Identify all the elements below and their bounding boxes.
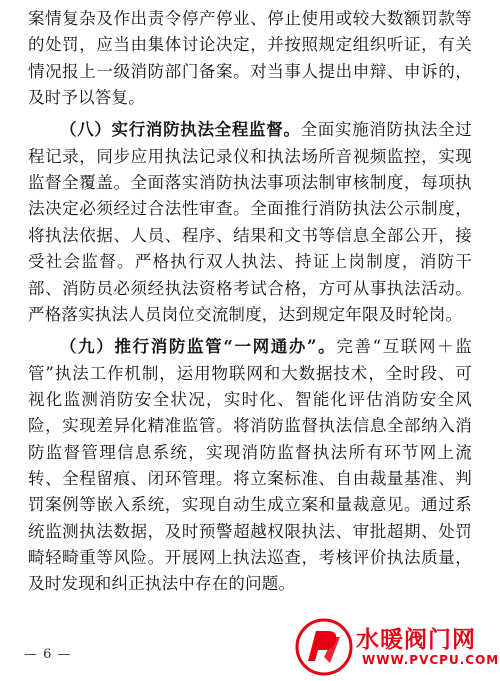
- watermark-url: WWW.PVCPU.COM: [362, 653, 500, 667]
- text-run: 情况报上一级消防部门备案。对当事人提出申辩、申诉的，: [28, 61, 472, 81]
- text-line: [28, 361, 472, 387]
- text-line: [28, 170, 472, 196]
- text-line: [28, 223, 472, 249]
- text-line: [28, 59, 472, 85]
- text-run: 受社会监督。严格执行双人执法、持证上岗制度，消防干: [28, 252, 472, 272]
- text-line: [28, 276, 472, 302]
- text-line: [28, 85, 472, 111]
- text-run: 及时予以答复。: [28, 88, 145, 108]
- text-run: 完善“互联网＋监: [336, 337, 472, 357]
- section-heading: （八）实行消防执法全程监督。: [60, 120, 301, 140]
- text-run: 畸轻畸重等风险。开展网上执法巡查，考核评价执法质量，: [28, 548, 472, 567]
- text-run: 全面实施消防执法全过: [300, 120, 473, 140]
- site-watermark: [294, 617, 500, 677]
- text-line: [60, 334, 472, 360]
- text-run: 监督全覆盖。全面落实消防执法事项法制审核制度，每项执: [28, 173, 472, 193]
- text-run: 将执法依据、人员、程序、结果和文书等信息全部公开，接: [28, 225, 472, 245]
- text-line: [28, 249, 472, 275]
- text-line: [28, 466, 472, 492]
- pv-logo-icon: [294, 617, 354, 677]
- text-line: [28, 413, 472, 439]
- text-run: 罚案例等嵌入系统，实现自动生成立案和量裁意见。通过系: [28, 495, 472, 515]
- text-run: 防监督管理信息系统，实现消防监督执法所有环节网上流: [28, 442, 472, 462]
- text-run: 严格落实执法人员岗位交流制度，达到规定年限及时轮岗。: [28, 304, 463, 324]
- text-run: 统监测执法数据，及时预警超越权限执法、审批超期、处罚: [28, 521, 472, 541]
- text-line: [28, 196, 472, 222]
- text-run: 转、全程留痕、闭环管理。将立案标准、自由裁量基准、判: [28, 469, 472, 488]
- text-run: 法决定必须经过合法性审查。全面推行消防执法公示制度，: [28, 199, 472, 219]
- text-line: [28, 519, 472, 545]
- text-line: [28, 545, 472, 571]
- text-line: [28, 32, 472, 58]
- text-line: [28, 387, 472, 413]
- watermark-text: 水暖阀门网: [356, 627, 476, 653]
- text-line: [28, 571, 472, 597]
- text-run: 险，实现差异化精准监管。将消防监督执法信息全部纳入消: [28, 416, 472, 436]
- text-run: 的处罚，应当由集体讨论决定，并按照规定组织听证，有关: [28, 35, 472, 55]
- text-line: [28, 6, 472, 32]
- text-run: 及时发现和纠正执法中存在的问题。: [28, 574, 296, 594]
- text-run: 部、消防员必须经执法资格考试合格，方可从事执法活动。: [28, 278, 472, 298]
- text-line: [28, 144, 472, 170]
- text-line: [28, 440, 472, 466]
- text-run: 案情复杂及作出责令停产停业、停止使用或较大数额罚款等: [28, 9, 472, 28]
- text-run: 视化监测消防安全状况，实时化、智能化评估消防安全风: [28, 389, 472, 409]
- page-number: — 6 —: [24, 647, 72, 662]
- text-line: [28, 492, 472, 518]
- text-line: [28, 302, 472, 328]
- text-line: [60, 117, 472, 143]
- text-run: 管”执法工作机制，运用物联网和大数据技术，全时段、可: [28, 363, 472, 383]
- section-heading: （九）推行消防监管“一网通办”。: [60, 337, 337, 357]
- text-run: 程记录，同步应用执法记录仪和执法场所音视频监控，实现: [28, 146, 472, 166]
